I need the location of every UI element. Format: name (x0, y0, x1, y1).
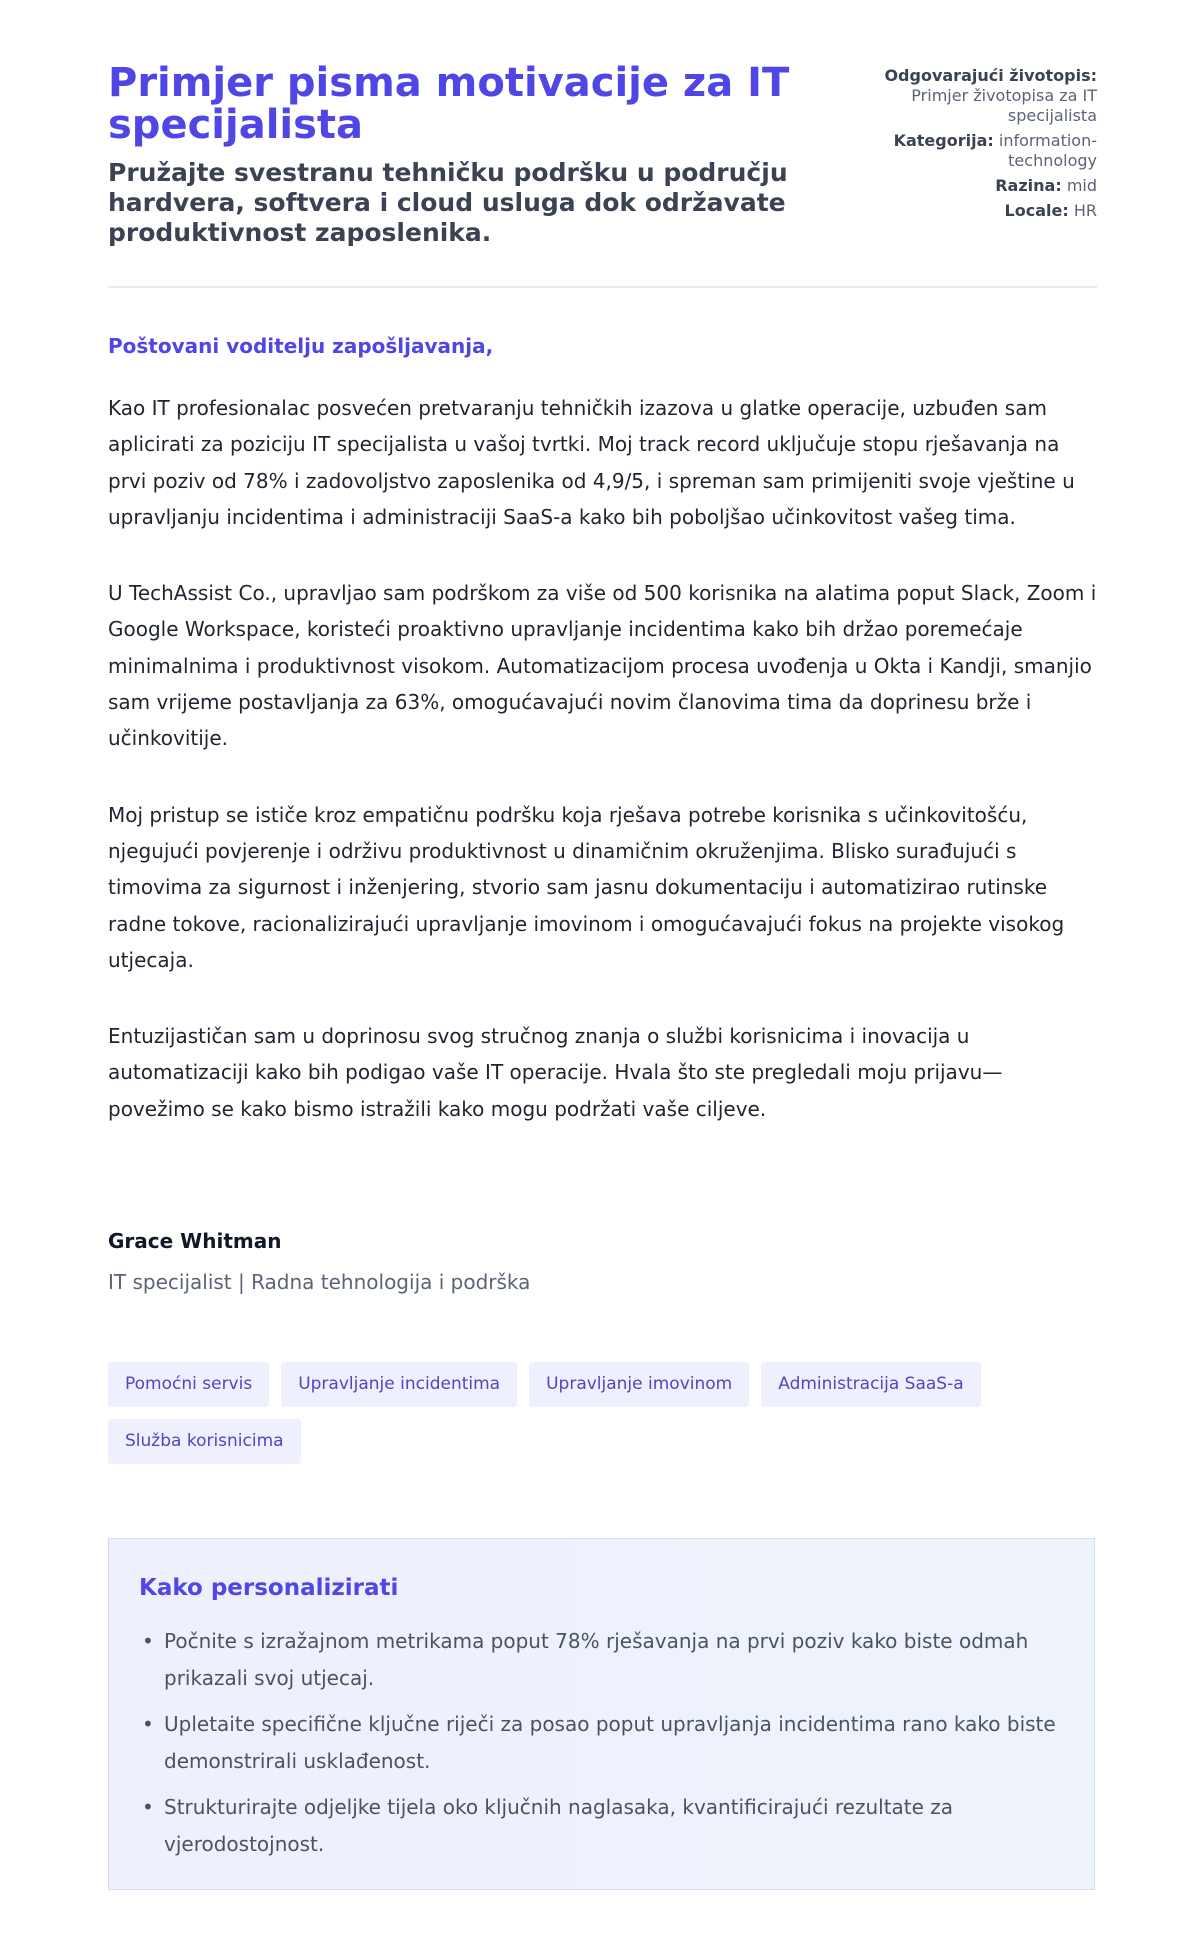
page-title: Primjer pisma motivacije za IT specijalista (108, 60, 790, 149)
tag-saas-administration[interactable]: Administracija SaaS-a (761, 1362, 980, 1407)
meta-category (857, 131, 1097, 171)
letter-signature (108, 1228, 530, 1295)
meta-resume-label: Odgovarajući životopis: (884, 66, 1097, 85)
page-header (108, 0, 1097, 288)
skill-tags (108, 1362, 1097, 1464)
meta-level-label: Razina: (995, 176, 1062, 195)
letter-body (108, 390, 1097, 1167)
meta-locale-label: Locale: (1004, 201, 1069, 220)
tips-title: Kako personalizirati (139, 1575, 399, 1601)
signature-role: IT specijalist | Radna tehnologija i podrška (108, 1270, 531, 1294)
meta-level (857, 176, 1097, 196)
tip-text: Strukturirajte odjeljke tijela oko ključnih naglasaka, kvantificirajući rezultate za vjerodostojnost. (164, 1795, 954, 1856)
meta-category-label: Kategorija: (893, 131, 994, 150)
tip-item (142, 1706, 1084, 1779)
letter-paragraph: Entuzijastičan sam u doprinosu svog stručnog znanja o službi korisnicima i inovacija u automatizaciji kako bih podigao vaše IT operacije. Hvala što ste pregledali moju prijavu—povežimo se kako bismo istražili kako mogu podržati vaše ciljeve. (108, 1024, 1003, 1121)
personalization-tips-box (108, 1538, 1095, 1890)
meta-resume-value: Primjer životopisa za IT specijalista (911, 86, 1097, 125)
tips-list (139, 1623, 1084, 1872)
meta-locale-value: HR (1073, 201, 1097, 220)
meta-category-value: information-technology (998, 131, 1097, 170)
tag-help-desk[interactable]: Pomoćni servis (108, 1362, 269, 1407)
letter-paragraph: Moj pristup se ističe kroz empatičnu podršku koja rješava potrebe korisnika s učinkovitošću, njegujući povjerenje i održivu produktivnost u dinamičnim okruženjima. Blisko surađujući s timovima za sigurnost i inženjering, stvorio sam jasnu dokumentaciju i automatizirao rutinske radne tokove, racionalizirajući upravljanje imovinom i omogućavajući fokus na projekte visokog utjecaja. (108, 802, 1065, 972)
content-column (108, 0, 1097, 1856)
bullet-icon: • (142, 1629, 154, 1653)
tip-text: Upletaite specifične ključne riječi za posao poput upravljanja incidentima rano kako biste demonstrirali usklađenost. (164, 1712, 1056, 1773)
tip-item (142, 1623, 1084, 1696)
letter-salutation: Poštovani voditelju zapošljavanja, (108, 334, 494, 358)
tip-item (142, 1789, 1084, 1862)
letter-paragraph: Kao IT profesionalac posvećen pretvaranju tehničkih izazova u glatke operacije, uzbuđen sam aplicirati za poziciju IT specijalista u vašoj tvrtki. Moj track record uključuje stopu rješavanja na prvi poziv od 78% i zadovoljstvo zaposlenika od 4,9/5, i spreman sam primijeniti svoje vještine u upravljanju incidentima i administraciji SaaS-a kako bih poboljšao učinkovitost vašeg tima. (108, 396, 1075, 529)
letter-paragraph: U TechAssist Co., upravljao sam podrškom za više od 500 korisnika na alatima poput Slack, Zoom i Google Workspace, koristeći proaktivno upravljanje incidentima kako bih držao poremećaje minimalnima i produktivnost visokom. Automatizacijom procesa uvođenja u Okta i Kandji, smanjio sam vrijeme postavljanja za 63%, omogućavajući novim članovima tima da doprinesu brže i učinkovitije. (108, 581, 1097, 751)
meta-panel (857, 66, 1097, 226)
tag-asset-management[interactable]: Upravljanje imovinom (529, 1362, 749, 1407)
meta-locale (857, 201, 1097, 221)
page-subtitle: Pružajte svestranu tehničku podršku u području hardvera, softvera i cloud usluga dok održavate produktivnost zaposlenika. (108, 158, 788, 247)
meta-level-value: mid (1066, 176, 1097, 195)
bullet-icon: • (142, 1712, 154, 1736)
tag-customer-service[interactable]: Služba korisnicima (108, 1419, 301, 1464)
signature-name: Grace Whitman (108, 1229, 282, 1253)
tag-incident-management[interactable]: Upravljanje incidentima (281, 1362, 517, 1407)
tip-text: Počnite s izražajnom metrikama poput 78% rješavanja na prvi poziv kako biste odmah prikazali svoj utjecaj. (164, 1629, 1029, 1690)
bullet-icon: • (142, 1795, 154, 1819)
meta-resume (857, 66, 1097, 126)
